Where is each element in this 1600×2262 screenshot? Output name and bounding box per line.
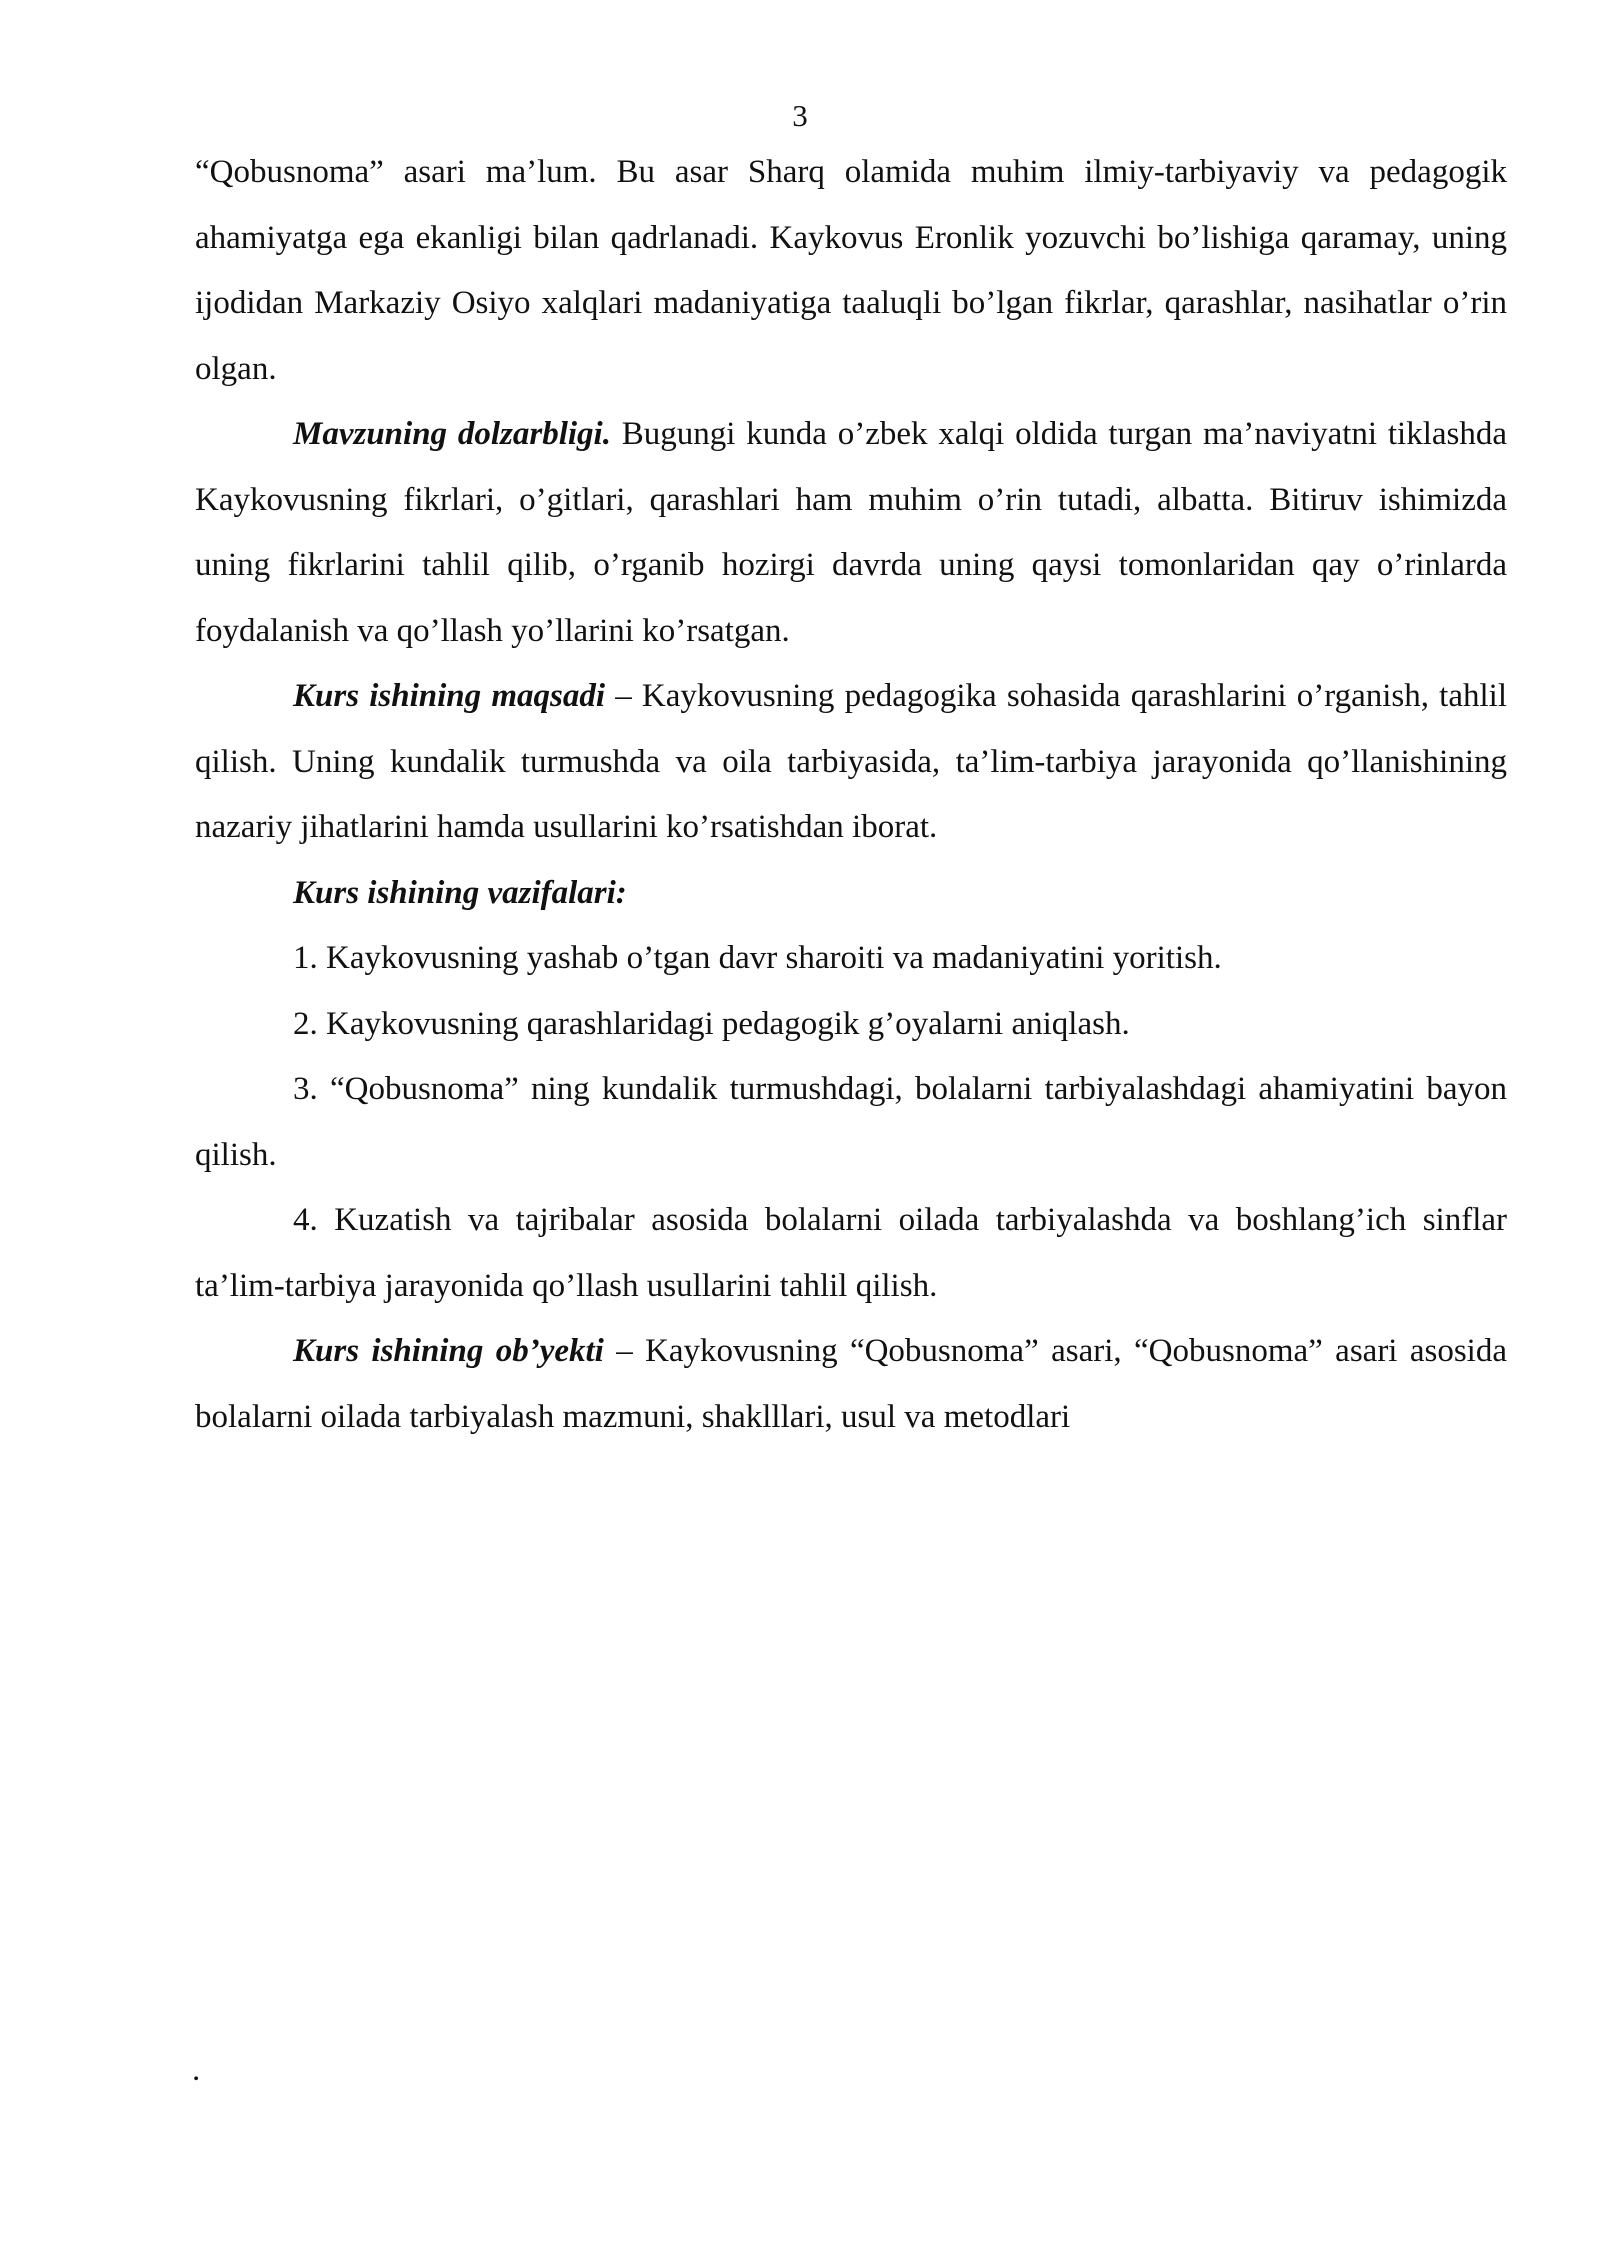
goal-text: – Kaykovusning pedagogika sohasida qarashlarini o’rganish, tahlil qilish. Uning kundalik turmushda va oila tarbiyasida, ta’lim-tarbiya jarayonida qo’llanishining nazariy jihatlarini hamda usullarini ko’rsatishdan iborat. — [195, 678, 1508, 845]
task-item-3: 3. “Qobusnoma” ning kundalik turmushdagi, bolalarni tarbiyalashdagi ahamiyatini bayon qilish. — [195, 1071, 1507, 1173]
page-number: 3 — [792, 98, 808, 133]
tasks-heading: Kurs ishining vazifalari: — [293, 874, 627, 911]
task-item-4: 4. Kuzatish va tajribalar asosida bolalarni oilada tarbiyalashda va boshlang’ich sinflar ta’lim-tarbiya jarayonida qo’llash usullarini tahlil qilish. — [195, 1202, 1507, 1304]
object-paragraph — [195, 1319, 1507, 1450]
document-body — [195, 140, 1507, 1450]
task-item-2: 2. Kaykovusning qarashlaridagi pedagogik g’oyalarni aniqlash. — [293, 1005, 1130, 1042]
footer-mark: . — [192, 2052, 201, 2088]
tasks-heading-paragraph — [195, 861, 1507, 927]
relevance-paragraph — [195, 402, 1507, 664]
object-heading: Kurs ishining ob’yekti — [293, 1333, 604, 1369]
relevance-text: Bugungi kunda o’zbek xalqi oldida turgan ma’naviyatni tiklashda Kaykovusning fikrlari, o’gitlari, qarashlari ham muhim o’rin tutadi, albatta. Bitiruv ishimizda uning fikrlarini tahlil qilib, o’rganib hozirgi davrda uning qaysi tomonlaridan qay o’rinlarda foydalanish va qo’llash yo’llarini ko’rsatgan. — [195, 416, 1508, 649]
intro-paragraph: “Qobusnoma” asari ma’lum. Bu asar Sharq olamida muhim ilmiy-tarbiyaviy va pedagogik ahamiyatga ega ekanligi bilan qadrlanadi. Kaykovus Eronlik yozuvchi bo’lishiga qaramay, uning ijodidan Markaziy Osiyo xalqlari madaniyatiga taaluqli bo’lgan fikrlar, qarashlar, nasihatlar o’rin olgan. — [195, 154, 1507, 387]
goal-heading: Kurs ishining maqsadi — [293, 678, 606, 714]
object-text: – Kaykovusning “Qobusnoma” asari, “Qobusnoma” asari asosida bolalarni oilada tarbiyalash mazmuni, shaklllari, usul va metodlari — [195, 1333, 1507, 1435]
task-item-1: 1. Kaykovusning yashab o’tgan davr sharoiti va madaniyatini yoritish. — [293, 940, 1222, 976]
relevance-heading: Mavzuning dolzarbligi. — [293, 416, 611, 452]
goal-paragraph — [195, 664, 1507, 861]
